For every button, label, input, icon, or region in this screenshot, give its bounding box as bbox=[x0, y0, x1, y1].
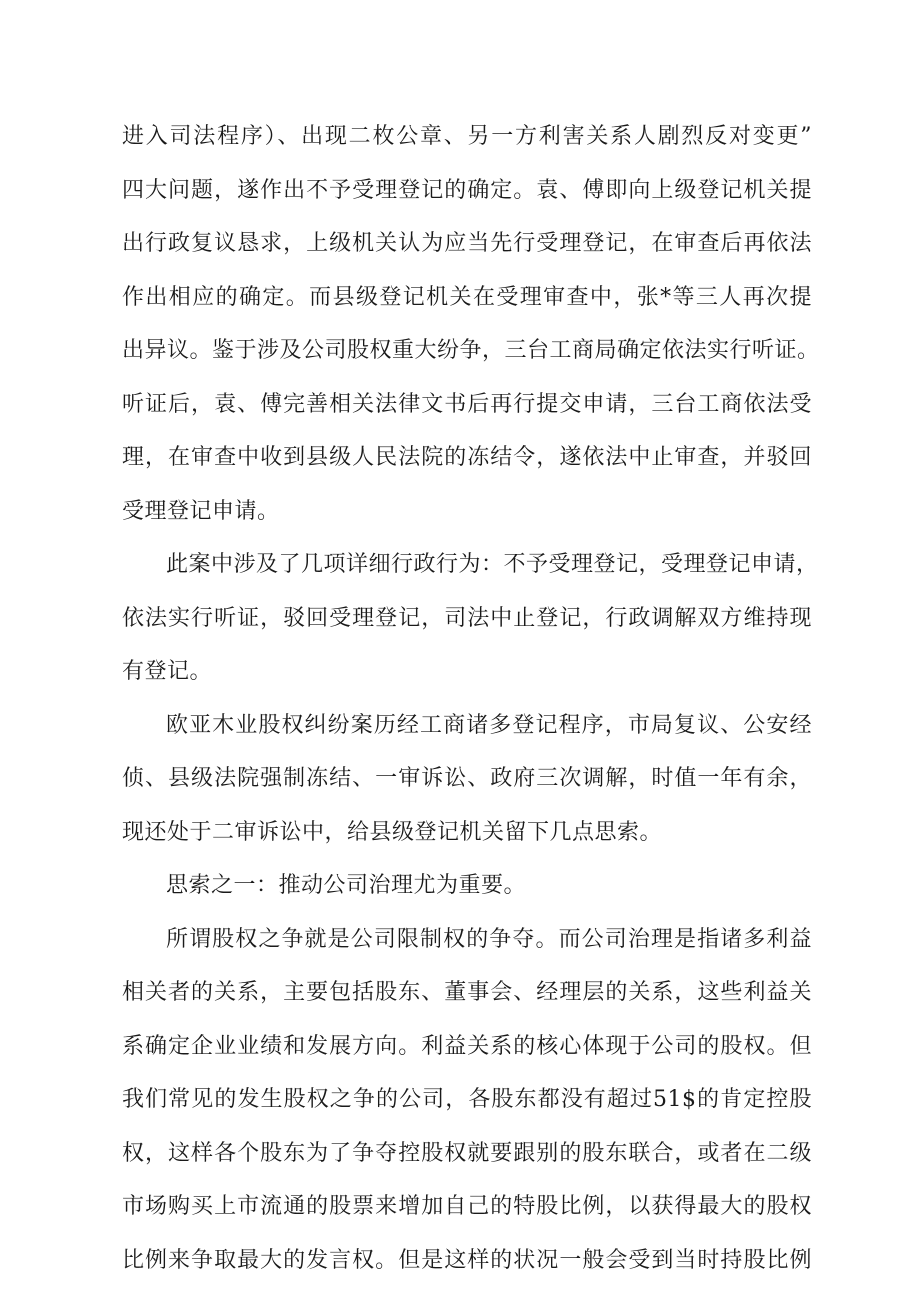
paragraph bbox=[122, 859, 812, 913]
text-line: 现还处于二审诉讼中，给县级登记机关留下几点思索。 bbox=[122, 819, 663, 845]
text-line: 依法实行听证，驳回受理登记，司法中止登记，行政调解双方维持现 bbox=[122, 605, 812, 631]
text-line: 此案中涉及了几项详细行政行为：不予受理登记，受理登记申请， bbox=[166, 552, 819, 577]
paragraph bbox=[122, 699, 812, 860]
text-line: 出行政复议恳求，上级机关认为应当先行受理登记，在审查后再依法 bbox=[122, 231, 812, 256]
text-line: 我们常见的发生股权之争的公司，各股东都没有超过51$的肯定控股 bbox=[122, 1087, 812, 1112]
text-line: 听证后，袁、傅完善相关法律文书后再行提交申请，三台工商依法受 bbox=[122, 391, 812, 417]
paragraph bbox=[122, 913, 812, 1288]
text-line: 出异议。鉴于涉及公司股权重大纷争，三台工商局确定依法实行听证。 bbox=[122, 338, 820, 363]
text-line: 权，这样各个股东为了争夺控股权就要跟别的股东联合，或者在二级 bbox=[122, 1140, 812, 1166]
text-line: 市场购买上市流通的股票来增加自己的特股比例，以获得最大的股权 bbox=[122, 1194, 812, 1219]
text-line: 有登记。 bbox=[122, 659, 213, 684]
document-body bbox=[122, 110, 820, 1287]
paragraph bbox=[122, 110, 820, 538]
text-line: 作出相应的确定。而县级登记机关在受理审查中，张*等三人再次提 bbox=[122, 284, 812, 310]
text-line: 欧亚木业股权纠纷案历经工商诸多登记程序，市局复议、公安经 bbox=[166, 712, 812, 738]
text-line: 受理登记申请。 bbox=[122, 498, 280, 524]
text-line: 进入司法程序）、出现二枚公章、另一方利害关系人剧烈反对变更” bbox=[122, 124, 812, 149]
text-line: 相关者的关系，主要包括股东、董事会、经理层的关系，这些利益关 bbox=[122, 980, 812, 1005]
text-line: 比例来争取最大的发言权。但是这样的状况一般会受到当时持股比例 bbox=[122, 1247, 812, 1273]
text-line: 理，在审查中收到县级人民法院的冻结令，遂依法中止审查，并驳回 bbox=[122, 445, 812, 470]
text-line: 所谓股权之争就是公司限制权的争夺。而公司治理是指诸多利益 bbox=[166, 926, 812, 952]
section-heading-line: 思索之一：推动公司治理尤为重要。 bbox=[166, 873, 527, 898]
text-line: 侦、县级法院强制冻结、一审诉讼、政府三次调解，时值一年有余， bbox=[122, 766, 812, 791]
paragraph bbox=[122, 538, 819, 699]
text-line: 四大问题，遂作出不予受理登记的确定。袁、傅即向上级登记机关提 bbox=[122, 177, 812, 203]
text-line: 系确定企业业绩和发展方向。利益关系的核心体现于公司的股权。但 bbox=[122, 1033, 812, 1059]
